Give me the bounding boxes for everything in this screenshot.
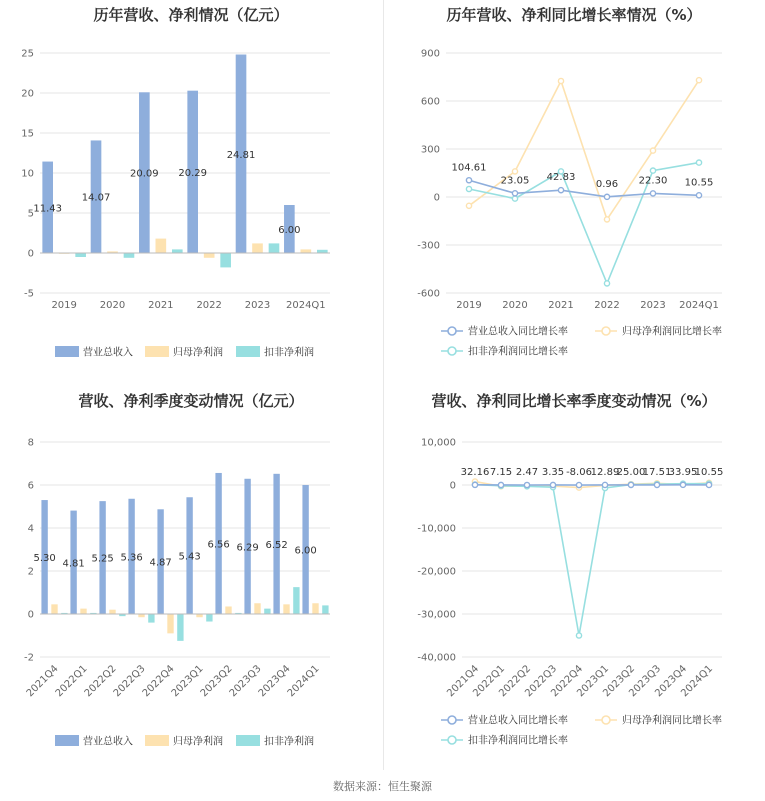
legend-swatch xyxy=(145,346,169,357)
y-tick-label: -20,000 xyxy=(417,566,456,578)
data-label: 17.51 xyxy=(642,466,672,478)
series-point-0 xyxy=(650,191,655,196)
y-tick-label: -300 xyxy=(417,240,440,252)
bar-1 xyxy=(204,253,215,258)
data-label: 4.81 xyxy=(62,558,85,570)
data-label: 32.16 xyxy=(460,466,490,478)
series-point-0 xyxy=(602,482,607,487)
x-tick-label: 2023Q3 xyxy=(227,663,264,700)
bar-2 xyxy=(269,243,280,253)
series-point-0 xyxy=(472,482,477,487)
data-label: 33.95 xyxy=(668,466,698,478)
legend-label: 归母净利润同比增长率 xyxy=(622,326,722,338)
y-tick-label: -40,000 xyxy=(417,652,456,664)
y-tick-label: 900 xyxy=(420,48,440,60)
data-label: 5.25 xyxy=(91,553,114,565)
series-point-1 xyxy=(696,78,701,83)
bar-1 xyxy=(254,603,260,614)
series-point-2 xyxy=(466,186,471,191)
data-source-footer: 数据来源：恒生聚源 xyxy=(333,780,432,793)
legend-swatch xyxy=(55,735,79,746)
y-tick-label: 15 xyxy=(21,128,34,140)
series-point-0 xyxy=(524,482,529,487)
chart2-title: 历年营收、净利同比增长率情况（%） xyxy=(446,6,702,24)
bar-2 xyxy=(293,587,299,614)
y-tick-label: -30,000 xyxy=(417,609,456,621)
y-tick-label: 300 xyxy=(420,144,440,156)
legend-label: 扣非净利润 xyxy=(264,736,314,748)
legend-marker xyxy=(448,347,456,355)
legend-label: 扣非净利润同比增长率 xyxy=(468,346,568,358)
bar-1 xyxy=(80,609,86,614)
series-point-0 xyxy=(512,191,517,196)
legend-label: 营业总收入 xyxy=(83,736,133,748)
bar-2 xyxy=(75,253,86,257)
x-tick-label: 2019 xyxy=(456,300,482,311)
x-tick-label: 2023Q2 xyxy=(198,663,235,700)
bar-2 xyxy=(172,249,183,253)
legend-label: 归母净利润同比增长率 xyxy=(622,715,722,727)
bar-2 xyxy=(148,614,154,623)
legend-label: 归母净利润 xyxy=(173,736,223,748)
data-label: 10.55 xyxy=(694,466,724,478)
series-point-0 xyxy=(604,194,609,199)
data-label: 25.00 xyxy=(616,466,646,478)
x-tick-label: 2022Q4 xyxy=(140,663,177,700)
legend-marker xyxy=(448,327,456,335)
legend-marker xyxy=(448,736,456,744)
x-tick-label: 2022Q2 xyxy=(497,663,534,700)
y-tick-label: -600 xyxy=(417,288,440,300)
x-tick-label: 2023Q1 xyxy=(575,663,612,700)
series-point-0 xyxy=(654,482,659,487)
data-label: 5.30 xyxy=(33,553,56,565)
x-tick-label: 2021 xyxy=(548,300,574,311)
series-point-0 xyxy=(498,482,503,487)
legend-label: 归母净利润 xyxy=(173,347,223,359)
bar-2 xyxy=(177,614,183,641)
x-tick-label: 2023Q2 xyxy=(601,663,638,700)
legend-swatch xyxy=(236,735,260,746)
data-label: 6.00 xyxy=(278,225,301,236)
series-point-1 xyxy=(466,203,471,208)
bar-2 xyxy=(124,253,135,258)
y-tick-label: 4 xyxy=(27,523,34,535)
legend-swatch xyxy=(236,346,260,357)
x-tick-label: 2023Q1 xyxy=(169,663,206,700)
series-point-0 xyxy=(628,482,633,487)
y-tick-label: 0 xyxy=(27,609,34,621)
series-point-0 xyxy=(706,482,711,487)
data-label: 104.61 xyxy=(451,162,487,174)
y-tick-label: 600 xyxy=(420,96,440,108)
bar-1 xyxy=(225,606,231,614)
data-label: 11.43 xyxy=(33,203,63,215)
x-tick-label: 2020 xyxy=(99,300,126,311)
x-tick-label: 2024Q1 xyxy=(679,300,719,311)
y-tick-label: 2 xyxy=(27,566,34,578)
data-label: 23.05 xyxy=(500,175,530,187)
x-tick-label: 2022 xyxy=(594,300,620,311)
legend-label: 营业总收入同比增长率 xyxy=(468,715,568,727)
series-point-0 xyxy=(680,482,685,487)
bar-1 xyxy=(51,604,57,614)
x-tick-label: 2022Q1 xyxy=(53,663,90,700)
data-label: 12.89 xyxy=(590,466,620,478)
data-label: 6.56 xyxy=(207,539,230,551)
y-tick-label: 10,000 xyxy=(421,437,456,449)
y-tick-label: 20 xyxy=(21,88,34,100)
chart3-title: 营收、净利季度变动情况（亿元） xyxy=(78,392,304,410)
data-label: -8.06 xyxy=(566,467,592,479)
bar-2 xyxy=(220,253,231,267)
x-tick-label: 2022Q4 xyxy=(549,663,586,700)
x-tick-label: 2022Q1 xyxy=(471,663,508,700)
data-label: 22.30 xyxy=(638,175,668,187)
x-tick-label: 2023 xyxy=(640,300,666,311)
data-label: 3.35 xyxy=(541,466,565,478)
data-label: 6.29 xyxy=(236,542,259,554)
series-point-0 xyxy=(558,188,563,193)
x-tick-label: 2022Q3 xyxy=(523,663,560,700)
x-tick-label: 2023Q3 xyxy=(627,663,664,700)
data-label: 6.52 xyxy=(265,539,288,551)
y-tick-label: 0 xyxy=(433,192,440,204)
series-point-1 xyxy=(650,148,655,153)
x-tick-label: 2022 xyxy=(196,300,222,311)
legend-swatch xyxy=(145,735,169,746)
legend-marker xyxy=(602,716,610,724)
x-tick-label: 2021Q4 xyxy=(445,663,482,700)
y-tick-label: 5 xyxy=(27,208,34,220)
bar-1 xyxy=(283,604,289,614)
data-label: 42.83 xyxy=(546,172,576,184)
series-point-0 xyxy=(576,482,581,487)
series-point-2 xyxy=(650,168,655,173)
y-tick-label: 0 xyxy=(449,480,456,492)
chart4-title: 营收、净利同比增长率季度变动情况（%） xyxy=(431,392,717,410)
legend-label: 营业总收入 xyxy=(83,347,133,359)
bar-2 xyxy=(264,609,270,614)
bar-1 xyxy=(167,614,173,633)
x-tick-label: 2024Q1 xyxy=(285,300,326,311)
y-tick-label: 25 xyxy=(21,48,34,60)
bar-1 xyxy=(156,239,167,253)
x-tick-label: 2024Q1 xyxy=(285,663,322,700)
x-tick-label: 2021 xyxy=(148,300,174,311)
legend-label: 扣非净利润 xyxy=(264,347,314,359)
y-tick-label: -5 xyxy=(24,288,34,300)
series-point-0 xyxy=(466,178,471,183)
bar-1 xyxy=(109,610,115,614)
series-point-1 xyxy=(558,78,563,83)
data-label: 4.87 xyxy=(149,557,172,569)
series-point-2 xyxy=(576,633,581,638)
series-point-1 xyxy=(512,169,517,174)
x-tick-label: 2021Q4 xyxy=(24,663,61,700)
x-tick-label: 2019 xyxy=(51,300,77,311)
y-tick-label: 6 xyxy=(27,480,34,492)
series-point-2 xyxy=(604,281,609,286)
legend-label: 营业总收入同比增长率 xyxy=(468,326,568,338)
x-tick-label: 2023 xyxy=(244,300,271,311)
series-line-2 xyxy=(475,484,709,636)
legend-swatch xyxy=(55,346,79,357)
x-tick-label: 2023Q4 xyxy=(256,663,293,700)
chart1-title: 历年营收、净利情况（亿元） xyxy=(93,6,289,24)
legend-marker xyxy=(602,327,610,335)
legend-label: 扣非净利润同比增长率 xyxy=(468,735,568,747)
data-label: 2.47 xyxy=(515,466,539,478)
y-tick-label: -10,000 xyxy=(417,523,456,535)
series-point-2 xyxy=(696,160,701,165)
bar-1 xyxy=(252,243,263,253)
x-tick-label: 2022Q3 xyxy=(111,663,148,700)
data-label: 7.15 xyxy=(489,466,513,478)
x-tick-label: 2023Q4 xyxy=(653,663,690,700)
data-label: 20.09 xyxy=(130,168,159,180)
data-label: 20.29 xyxy=(178,167,208,179)
x-tick-label: 2022Q2 xyxy=(82,663,119,700)
data-label: 5.36 xyxy=(120,552,143,564)
y-tick-label: 10 xyxy=(21,168,34,180)
data-label: 0.96 xyxy=(595,178,619,190)
series-point-0 xyxy=(696,193,701,198)
series-point-1 xyxy=(604,217,609,222)
bar-2 xyxy=(322,605,328,614)
legend-marker xyxy=(448,716,456,724)
y-tick-label: 8 xyxy=(27,437,34,449)
data-label: 24.81 xyxy=(226,149,256,161)
bar-2 xyxy=(206,614,212,622)
bar-1 xyxy=(301,249,312,253)
data-label: 10.55 xyxy=(684,177,714,189)
y-tick-label: -2 xyxy=(24,652,34,664)
x-tick-label: 2020 xyxy=(502,300,528,311)
y-tick-label: 0 xyxy=(27,248,34,260)
data-label: 5.43 xyxy=(178,551,201,563)
series-point-0 xyxy=(550,482,555,487)
data-label: 6.00 xyxy=(294,545,317,557)
data-label: 14.07 xyxy=(81,192,111,204)
series-point-2 xyxy=(512,196,517,201)
bar-1 xyxy=(312,603,318,614)
x-tick-label: 2024Q1 xyxy=(679,663,716,700)
